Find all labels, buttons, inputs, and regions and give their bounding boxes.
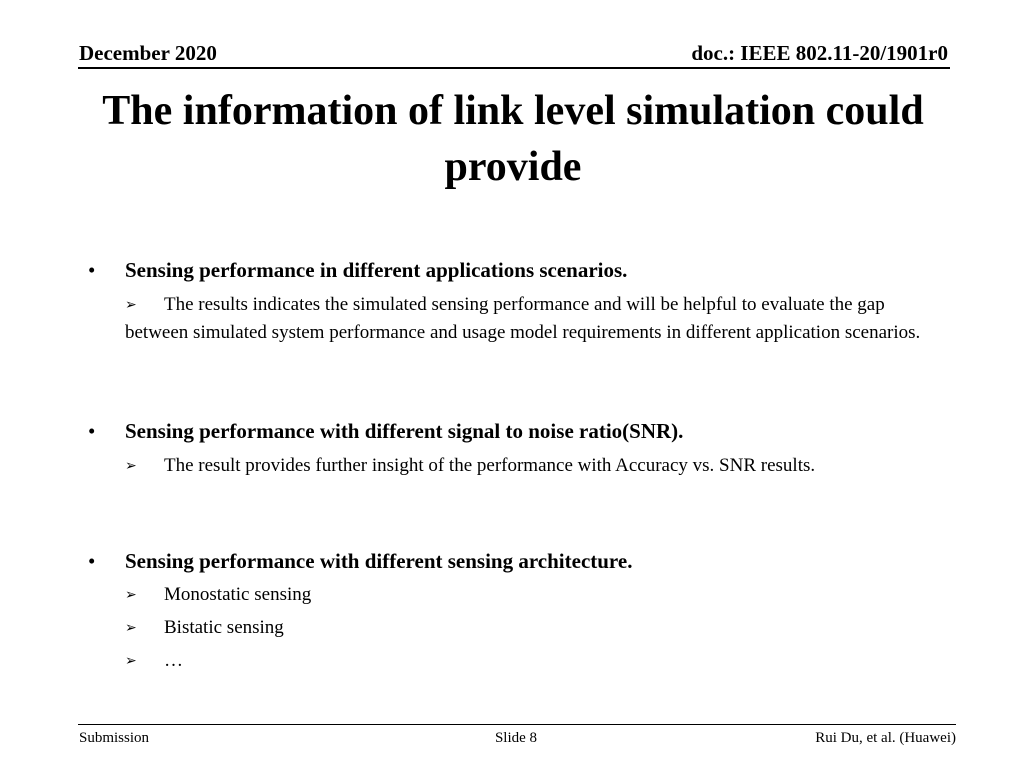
bullet-item xyxy=(88,548,632,574)
bullet-item xyxy=(88,257,627,283)
sub-bullet-item xyxy=(125,614,284,642)
footer-slide-number: Slide 8 xyxy=(494,730,538,746)
arrow-bullet-icon: ➢ xyxy=(125,620,137,636)
sub-bullet-text: Monostatic sensing xyxy=(164,584,312,605)
bullet-heading: Sensing performance with different signal to noise ratio(SNR). xyxy=(125,419,684,443)
sub-bullet-text: … xyxy=(164,650,183,671)
bullet-heading: Sensing performance with different sensing architecture. xyxy=(125,549,633,573)
bullet-icon: • xyxy=(88,549,96,573)
sub-bullet-item xyxy=(125,291,937,346)
footer-submission: Submission xyxy=(79,730,150,746)
arrow-bullet-icon: ➢ xyxy=(125,653,137,669)
sub-bullet-item xyxy=(125,452,937,480)
sub-bullet-text: The results indicates the simulated sensing performance and will be helpful to evaluate the gap between simulated system performance and usage model requirements in different application scenarios. xyxy=(125,294,921,343)
bullet-icon: • xyxy=(88,419,96,443)
bullet-item xyxy=(88,418,683,444)
footer-author: Rui Du, et al. (Huawei) xyxy=(815,730,956,746)
arrow-bullet-icon: ➢ xyxy=(125,587,137,603)
header-doc-id: doc.: IEEE 802.11-20/1901r0 xyxy=(691,41,948,65)
footer-divider xyxy=(78,724,956,725)
header-divider xyxy=(78,67,950,69)
sub-bullet-text: The result provides further insight of the performance with Accuracy vs. SNR results. xyxy=(164,455,816,476)
arrow-bullet-icon: ➢ xyxy=(125,458,137,474)
header-date: December 2020 xyxy=(79,41,217,65)
bullet-icon: • xyxy=(88,258,96,282)
sub-bullet-item xyxy=(125,647,183,675)
slide-title: The information of link level simulation could provide xyxy=(102,88,924,190)
sub-bullet-text: Bistatic sensing xyxy=(164,617,284,638)
bullet-heading: Sensing performance in different applications scenarios. xyxy=(125,258,628,282)
sub-bullet-item xyxy=(125,581,311,609)
arrow-bullet-icon: ➢ xyxy=(125,297,137,313)
